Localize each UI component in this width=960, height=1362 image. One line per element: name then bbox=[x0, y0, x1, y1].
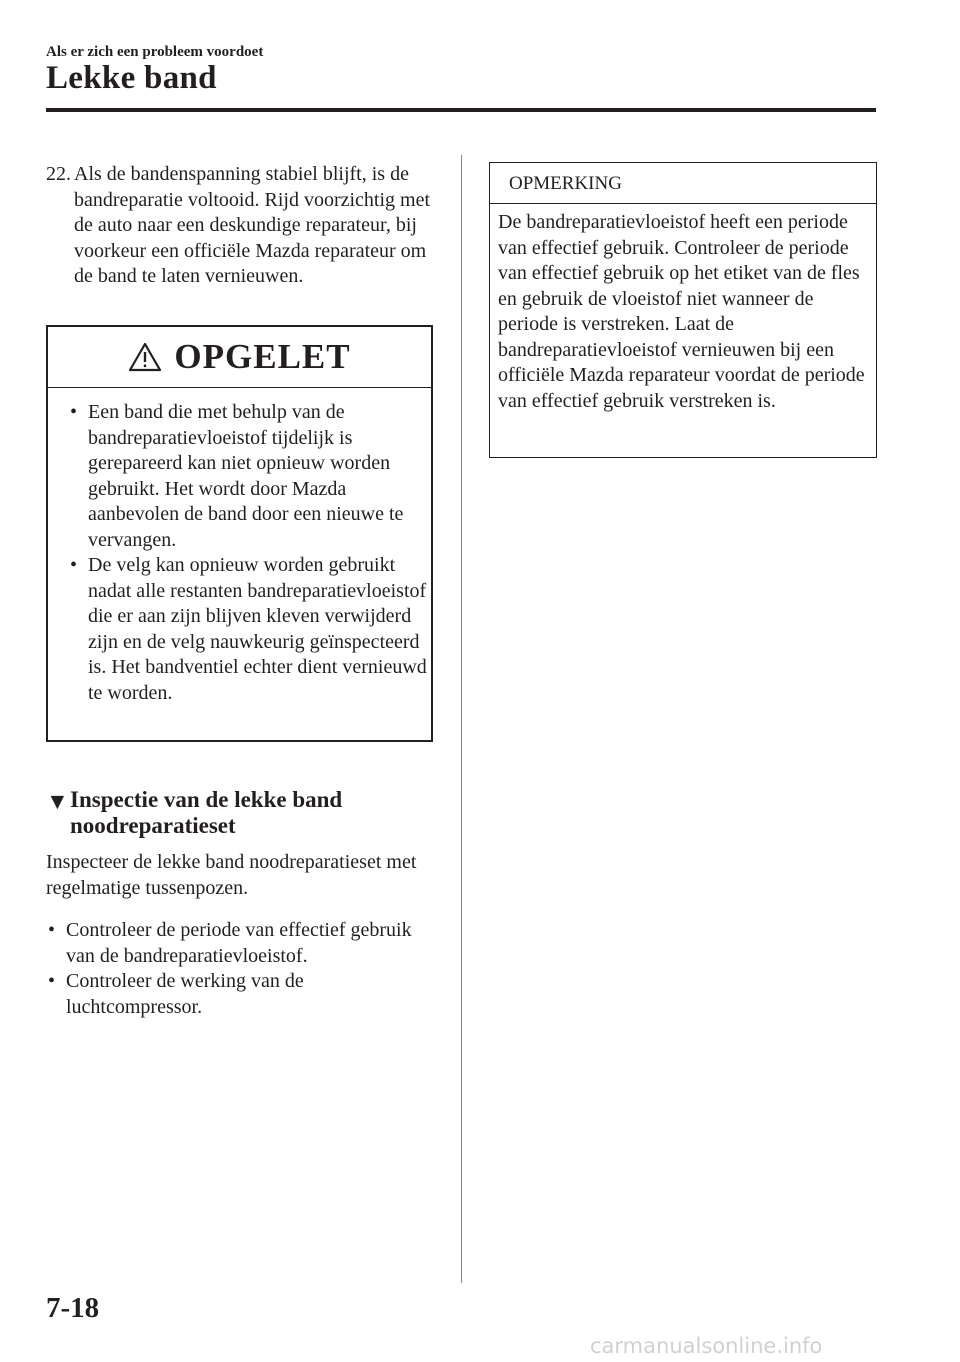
bullet-icon: • bbox=[70, 401, 78, 423]
section-paragraph: Inspecteer de lekke band noodreparatieset met regelmatige tussenpozen. bbox=[46, 851, 417, 899]
section-heading bbox=[46, 787, 436, 839]
watermark: carmanualsonline.info bbox=[590, 1334, 823, 1358]
breadcrumb: Als er zich een probleem voordoet bbox=[46, 44, 264, 60]
caution-item bbox=[62, 553, 431, 706]
page-title: Lekke band bbox=[46, 60, 217, 96]
list-item-text: Controleer de periode van effectief gebruik van de bandreparatievloeistof. bbox=[66, 919, 412, 967]
note-text: De bandreparatievloeistof heeft een periode van effectief gebruik. Controleer de periode van effectief gebruik op het etiket van de fles en gebruik de vloeistof niet wanneer de periode is verstreken. Laat de bandreparatievloeistof vernieuwen bij een officiële Mazda reparateur voordat de periode van effectief gebruik verstreken is. bbox=[498, 211, 865, 412]
step-text: Als de bandenspanning stabiel blijft, is de bandreparatie voltooid. Rijd voorzichtig met de auto naar een deskundige reparateur, bij voorkeur een officiële Mazda reparateur om de band te laten vernieuwen. bbox=[74, 163, 431, 287]
page-number: 7-18 bbox=[46, 1292, 100, 1324]
bullet-icon: • bbox=[70, 554, 78, 576]
caution-title: OPGELET bbox=[174, 337, 351, 376]
caution-body bbox=[48, 388, 431, 706]
note-box bbox=[489, 162, 877, 458]
section-list bbox=[46, 918, 441, 1020]
caution-item bbox=[62, 400, 431, 553]
list-item-text: Controleer de werking van de luchtcompressor. bbox=[66, 970, 304, 1018]
bullet-icon: • bbox=[48, 919, 56, 941]
caution-header bbox=[48, 327, 431, 388]
header-rule bbox=[46, 108, 876, 112]
step-22 bbox=[46, 162, 436, 290]
caution-item-text: De velg kan opnieuw worden gebruikt nadat alle restanten bandreparatievloeistof die er aan zijn blijven kleven verwijderd zijn en de velg nauwkeurig geïnspecteerd is. Het bandventiel echter dient vernieuwd te worden. bbox=[88, 554, 427, 704]
note-title: OPMERKING bbox=[490, 163, 876, 204]
caution-item-text: Een band die met behulp van de bandreparatievloeistof tijdelijk is gerepareerd kan niet opnieuw worden gebruikt. Het wordt door Mazda aanbevolen de band door een nieuwe te vervangen. bbox=[88, 401, 404, 551]
triangle-marker-icon: ▼ bbox=[46, 789, 69, 814]
warning-triangle-icon bbox=[128, 342, 162, 372]
caution-box bbox=[46, 325, 433, 742]
list-item bbox=[46, 918, 441, 969]
section-heading-text: Inspectie van de lekke band noodreparatieset bbox=[70, 787, 343, 838]
list-item bbox=[46, 969, 441, 1020]
bullet-icon: • bbox=[48, 970, 56, 992]
column-divider bbox=[461, 155, 462, 1283]
step-number: 22. bbox=[46, 163, 71, 185]
